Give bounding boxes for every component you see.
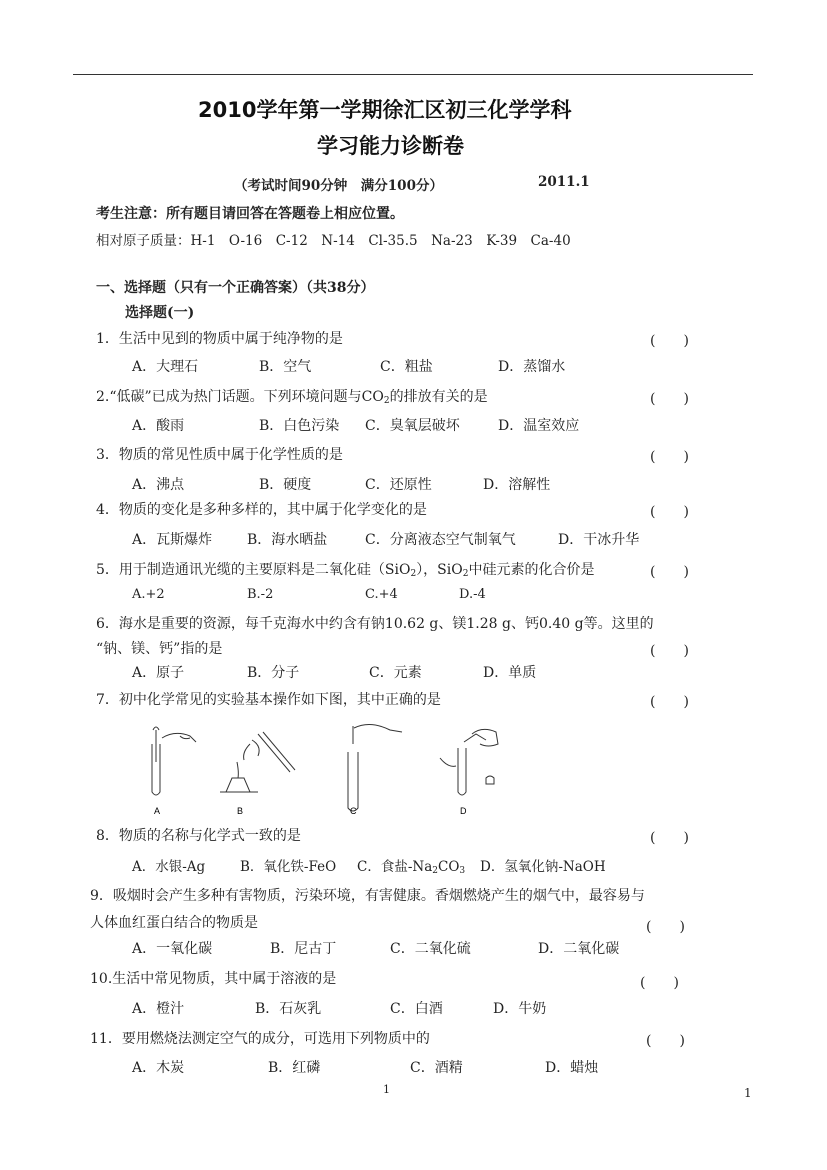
exam-info: （考试时间90分钟 满分100分） [234,178,443,194]
question-2: 2.“低碳”已成为热门话题。下列环境问题与$CO_2$的排放有关的是 [96,389,488,406]
q6-option-c: C．元素 [369,665,422,681]
title-line2: 学习能力诊断卷 [317,134,464,158]
q3-option-c: C．还原性 [365,477,432,493]
q4-option-b: B．海水晒盐 [247,532,328,548]
answer-paren-2: ( ) [650,391,689,407]
q10-option-a: A．橙汁 [132,1001,185,1017]
figure-label-d: D [460,806,467,816]
answer-paren-5: ( ) [650,564,689,580]
q4-option-a: A．瓦斯爆炸 [132,532,213,548]
figure-label-c: C [350,806,357,816]
q4-option-d: D．干冰升华 [558,532,640,548]
question-9: 9．吸烟时会产生多种有害物质，污染环境，有害健康。香烟燃烧产生的烟气中，最容易与 [90,888,645,904]
section-subtitle: 选择题(一) [125,305,195,321]
lab-operations-figure [140,722,520,820]
q10-option-c: C．白酒 [390,1001,443,1017]
q8-option-d: D．氢氧化钠-NaOH [480,859,606,875]
q2-option-a: A．酸雨 [132,418,185,434]
q3-option-d: D．溶解性 [483,477,551,493]
q6-option-d: D．单质 [483,665,537,681]
top-rule [73,74,753,75]
answer-paren-11: ( ) [646,1033,685,1049]
q5-option-a: A.+2 [132,587,165,602]
answer-paren-3: ( ) [650,449,689,465]
question-4: 4．物质的变化是多种多样的，其中属于化学变化的是 [96,502,427,518]
question-10: 10.生活中常见物质，其中属于溶液的是 [90,971,337,987]
q3-option-b: B．硬度 [259,477,312,493]
question-3: 3．物质的常见性质中属于化学性质的是 [96,447,343,463]
title-line1: 2010学年第一学期徐汇区初三化学学科 [198,98,572,122]
question-11: 11．要用燃烧法测定空气的成分，可选用下列物质中的 [90,1031,430,1047]
q10-option-d: D．牛奶 [493,1001,547,1017]
q11-option-b: B．红磷 [268,1060,321,1076]
q11-option-d: D．蜡烛 [545,1060,599,1076]
q6-option-b: B．分子 [247,665,300,681]
question-6: 6．海水是重要的资源，每千克海水中约含有钠10.62 g、镁1.28 g、钙0.40 g等。这里的 [96,616,654,632]
answer-paren-4: ( ) [650,504,689,520]
exam-date: 2011.1 [538,174,590,190]
q2-option-c: C．臭氧层破坏 [365,418,460,434]
q2-option-d: D．温室效应 [498,418,580,434]
lab-operations-drawing [140,722,520,820]
question-6-line2: “钠、镁、钙”指的是 [96,641,223,657]
q9-option-d: D．二氧化碳 [538,941,620,957]
q2-option-b: B．白色污染 [259,418,340,434]
q3-option-a: A．沸点 [132,477,185,493]
section-title: 一、选择题（只有一个正确答案）（共38分） [96,280,375,296]
q8-option-c: C．食盐$-Na_2CO_3$ [357,859,466,876]
q5-option-d: D.-4 [459,587,486,602]
answer-paren-1: ( ) [650,333,689,349]
answer-paren-9: ( ) [646,919,685,935]
inner-page-number: 1 [383,1083,390,1096]
atomic-masses: 相对原子质量：H-1 O-16 C-12 N-14 Cl-35.5 Na-23 K-39 Ca-40 [96,233,571,249]
question-8: 8．物质的名称与化学式一致的是 [96,828,301,844]
answer-paren-7: ( ) [650,694,689,710]
answer-paren-6: ( ) [650,643,689,659]
q11-option-a: A．木炭 [132,1060,185,1076]
q9-option-b: B．尼古丁 [270,941,337,957]
question-9-line2: 人体血红蛋白结合的物质是 [90,915,258,931]
q1-option-d: D．蒸馏水 [498,359,566,375]
q5-option-b: B.-2 [247,587,274,602]
question-5: 5．用于制造通讯光缆的主要原料是二氧化硅（SiO$_2$），SiO$_2$中硅元素的化合价是 [96,562,595,579]
page-number: 1 [744,1086,752,1100]
q9-option-c: C．二氧化硫 [390,941,471,957]
q4-option-c: C．分离液态空气制氧气 [365,532,516,548]
q6-option-a: A．原子 [132,665,185,681]
q1-option-c: C．粗盐 [380,359,433,375]
question-1: 1．生活中见到的物质中属于纯净物的是 [96,331,343,347]
q11-option-c: C．酒精 [410,1060,463,1076]
q8-option-b: B．氧化铁-FeO [240,859,337,875]
q5-option-c: C.+4 [365,587,398,602]
notice: 考生注意：所有题目请回答在答题卷上相应位置。 [96,206,404,222]
answer-paren-10: ( ) [640,975,679,991]
q8-option-a: A．水银-Ag [132,859,206,875]
question-7: 7．初中化学常见的实验基本操作如下图，其中正确的是 [96,692,441,708]
q9-option-a: A．一氧化碳 [132,941,213,957]
answer-paren-8: ( ) [650,830,689,846]
q10-option-b: B．石灰乳 [255,1001,322,1017]
q1-option-b: B．空气 [259,359,312,375]
figure-label-a: A [154,806,161,816]
figure-label-b: B [237,806,244,816]
q1-option-a: A．大理石 [132,359,199,375]
